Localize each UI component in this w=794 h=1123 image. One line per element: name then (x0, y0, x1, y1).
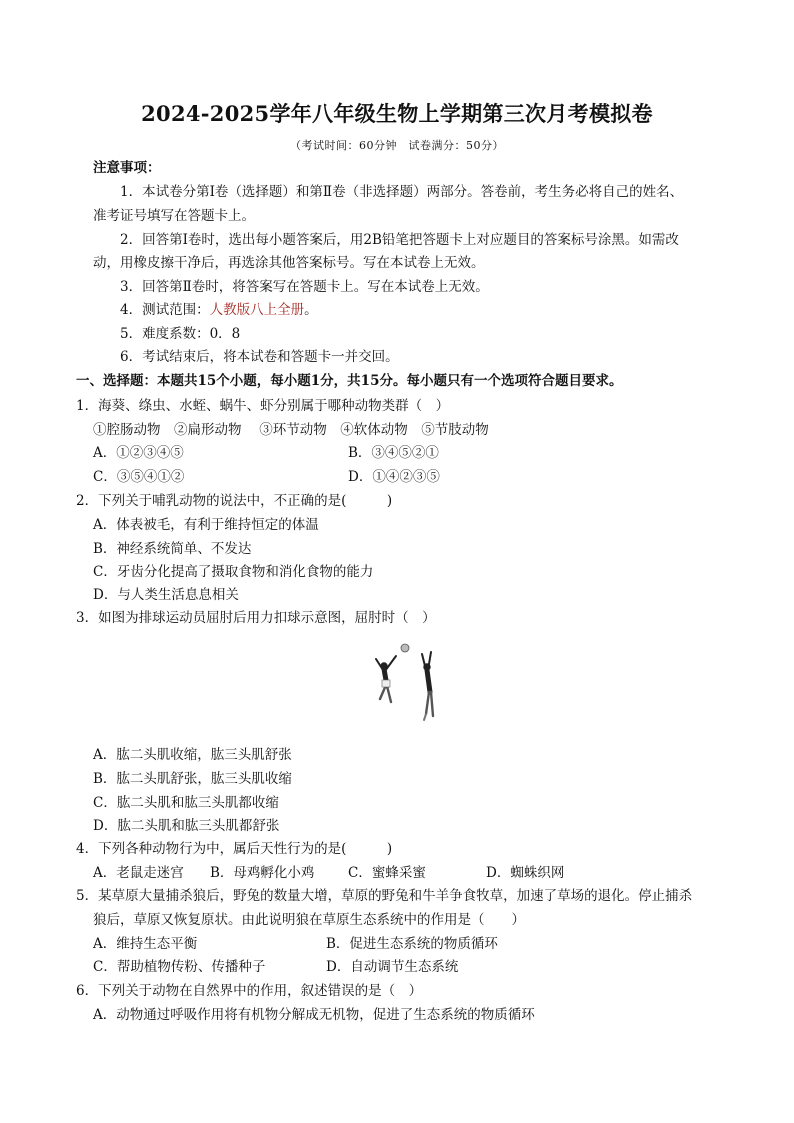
notice-item-4-suffix: 。 (304, 302, 318, 318)
question-2-option-d: D．与人类生活息息相关 (93, 587, 239, 603)
player-left-figure (376, 656, 396, 702)
notice-item-6: 6．考试结束后，将本试卷和答题卡一并交回。 (120, 349, 399, 365)
question-3-stem: 3．如图为排球运动员屈肘后用力扣球示意图，屈肘时（ ） (76, 610, 436, 626)
question-3-option-d: D．肱二头肌和肱三头肌都舒张 (93, 818, 280, 834)
notice-heading: 注意事项： (93, 160, 161, 176)
question-6-stem: 6．下列关于动物在自然界中的作用，叙述错误的是（ ） (76, 983, 423, 999)
question-5-option-a: A．维持生态平衡 (93, 936, 198, 952)
question-3-option-c: C．肱二头肌和肱三头肌都收缩 (93, 795, 279, 811)
player-right-figure (422, 652, 433, 720)
question-1-hint: ①腔肠动物 ②扁形动物 ③环节动物 ④软体动物 ⑤节肢动物 (93, 422, 489, 438)
test-scope: 人教版八上全册 (209, 302, 305, 318)
question-5-stem-cont: 狼后，草原又恢复原状。由此说明狼在草原生态系统中的作用是（ ） (93, 912, 525, 928)
question-4-option-b: B．母鸡孵化小鸡 (210, 865, 315, 881)
notice-item-4-prefix: 4．测试范围： (120, 302, 210, 318)
paper-title: 2024-2025学年八年级生物上学期第三次月考模拟卷 (141, 101, 653, 126)
notice-item-4 (120, 301, 318, 319)
question-2-stem: 2．下列关于哺乳动物的说法中，不正确的是( ) (76, 493, 393, 509)
question-6-option-a: A．动物通过呼吸作用将有机物分解成无机物，促进了生态系统的物质循环 (93, 1007, 535, 1023)
question-4-stem: 4．下列各种动物行为中，属后天性行为的是( ) (76, 841, 393, 857)
exam-info: （考试时间：60分钟 试卷满分：50分） (290, 139, 504, 152)
section-heading: 一、选择题：本题共15个小题，每小题1分，共15分。每小题只有一个选项符合题目要求。 (76, 373, 623, 389)
notice-item-1: 1．本试卷分第Ⅰ卷（选择题）和第Ⅱ卷（非选择题）两部分。答卷前，考生务必将自己的姓名、 (120, 184, 684, 200)
notice-item-1-cont: 准考证号填写在答题卡上。 (93, 208, 255, 224)
question-2-option-c: C．牙齿分化提高了摄取食物和消化食物的能力 (93, 564, 374, 580)
notice-item-3: 3．回答第Ⅱ卷时，将答案写在答题卡上。写在本试卷上无效。 (120, 279, 489, 295)
question-4-option-d: D．蜘蛛织网 (486, 865, 565, 881)
volleyball-icon (401, 644, 409, 652)
question-1-stem: 1．海葵、绦虫、水蛭、蜗牛、虾分别属于哪种动物类群（ ） (76, 398, 450, 414)
question-5-option-c: C．帮助植物传粉、传播种子 (93, 959, 266, 975)
question-4-option-a: A．老鼠走迷宫 (93, 865, 184, 881)
notice-item-5: 5．难度系数：0．8 (120, 326, 241, 342)
question-2-option-b: B．神经系统简单、不发达 (93, 541, 252, 557)
question-2-option-a: A．体表被毛，有利于维持恒定的体温 (93, 517, 319, 533)
notice-item-2: 2．回答第Ⅰ卷时，选出每小题答案后，用2B铅笔把答题卡上对应题目的答案标号涂黑。如需改 (120, 232, 679, 248)
volleyball-players-figure (360, 642, 450, 732)
notice-item-2-cont: 动，用橡皮擦干净后，再选涂其他答案标号。写在本试卷上无效。 (93, 255, 485, 271)
question-3-option-b: B．肱二头肌舒张，肱三头肌收缩 (93, 771, 292, 787)
question-1-option-c: C．③⑤④①② (93, 469, 185, 485)
question-1-option-a: A．①②③④⑤ (93, 445, 184, 461)
question-1-option-d: D．①④②③⑤ (348, 469, 440, 485)
question-5-option-d: D．自动调节生态系统 (326, 959, 459, 975)
question-4-option-c: C．蜜蜂采蜜 (348, 865, 426, 881)
question-1-option-b: B．③④⑤②① (348, 445, 439, 461)
question-3-option-a: A．肱二头肌收缩，肱三头肌舒张 (93, 747, 292, 763)
question-5-option-b: B．促进生态系统的物质循环 (326, 936, 498, 952)
question-5-stem: 5．某草原大量捕杀狼后，野兔的数量大增，草原的野兔和牛羊争食牧草，加速了草场的退化。停止捕杀 (76, 888, 693, 904)
